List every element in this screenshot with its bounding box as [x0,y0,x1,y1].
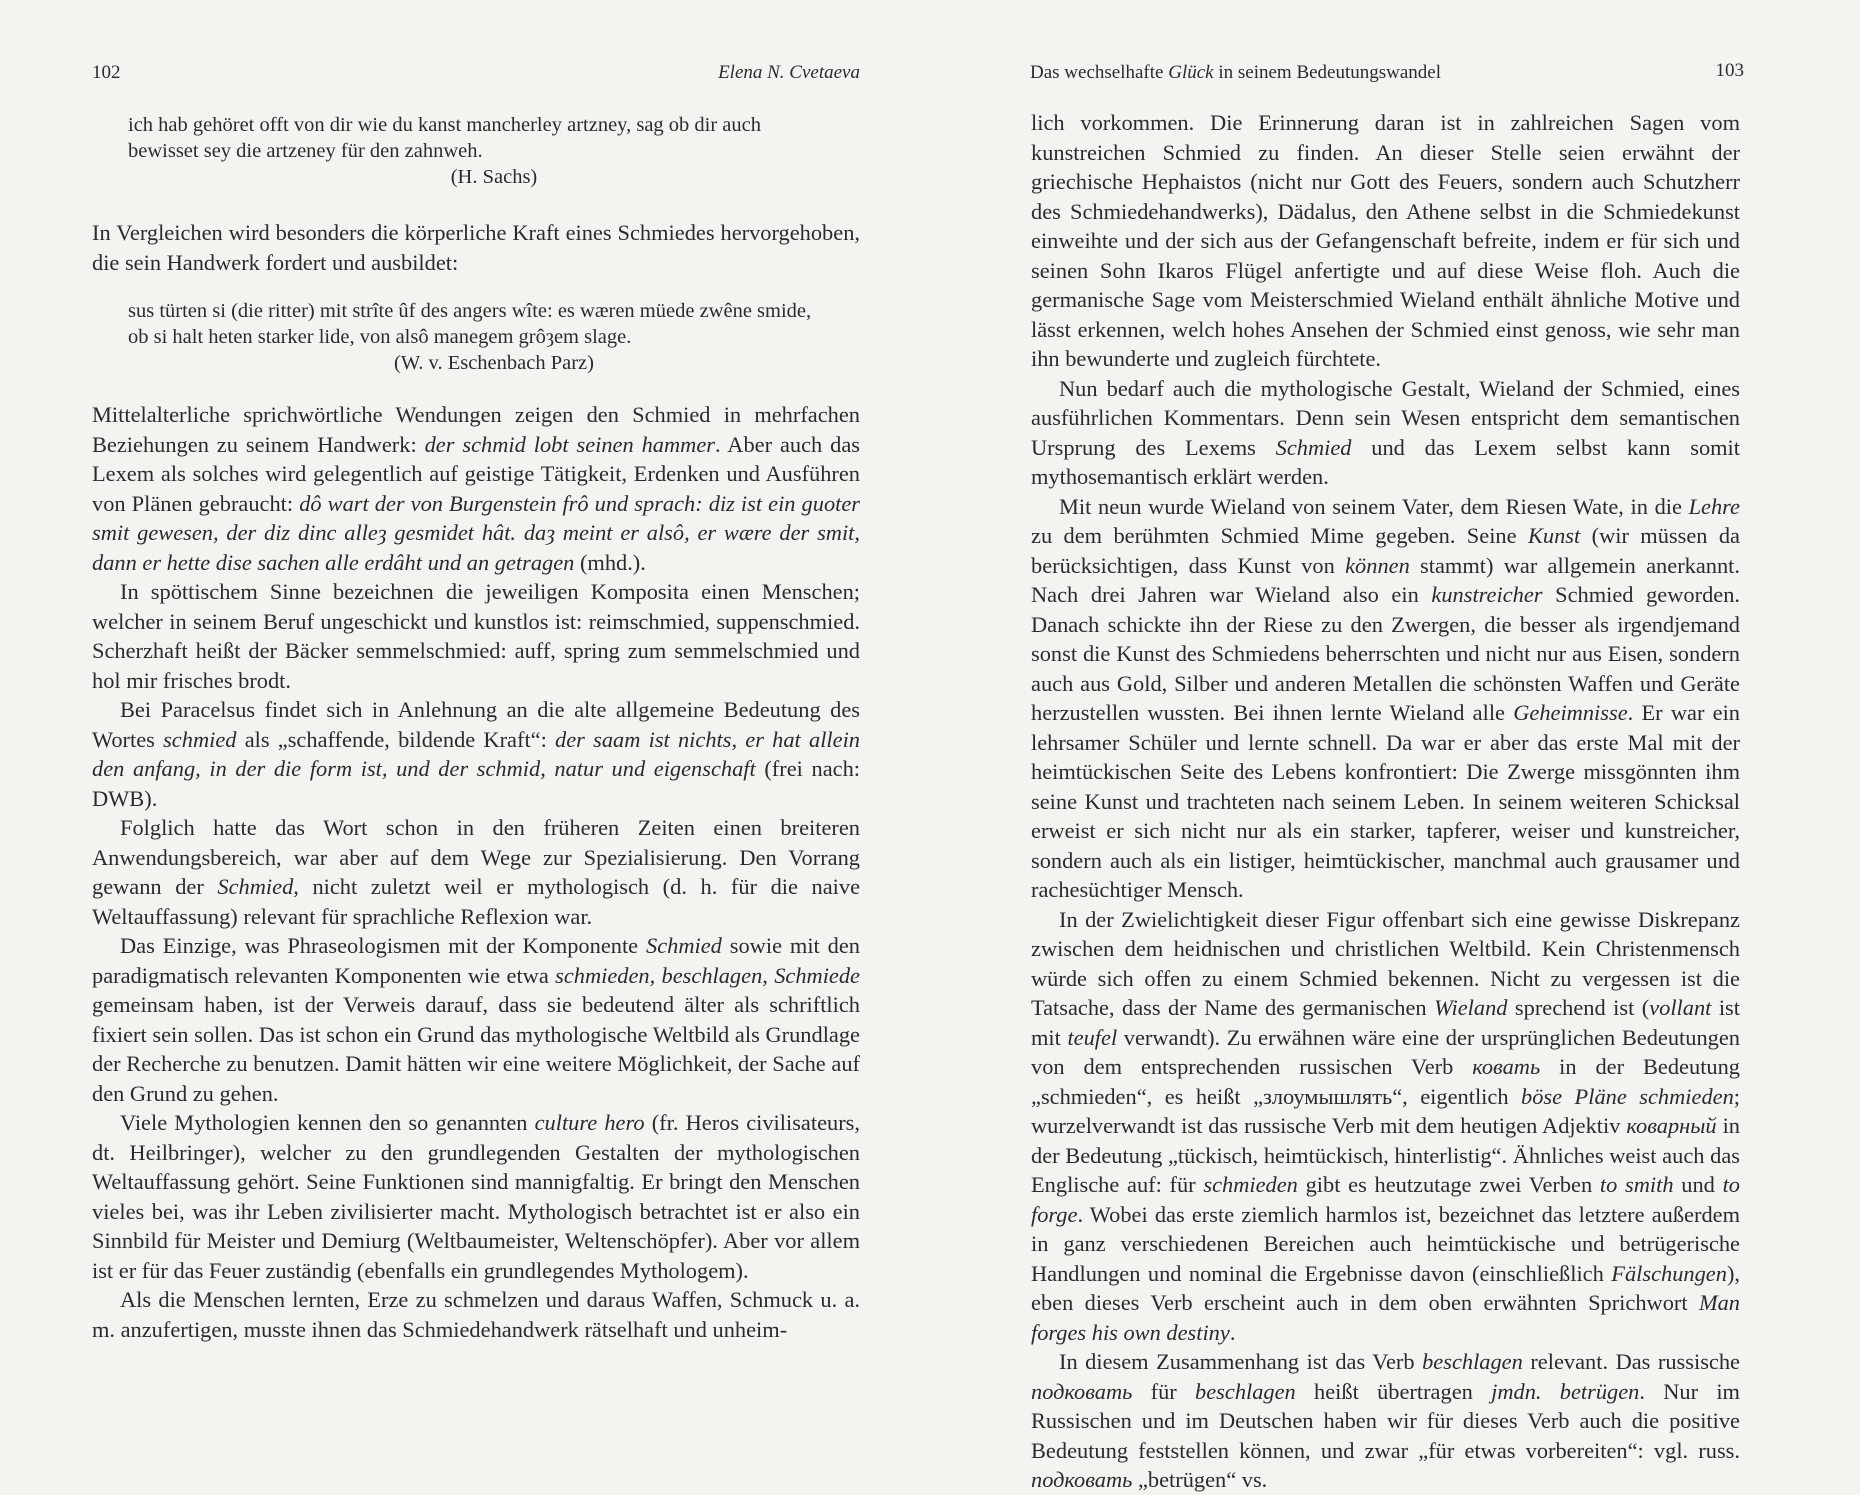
paragraph: In diesem Zusammenhang ist das Verb beschlagen relevant. Das russische подковать für beschlagen heißt übertragen jmdn. betrügen. Nur im Russischen und im Deutschen haben wir für dieses Verb auch die positive Bedeutung feststellen können, und zwar „für etwas vorbereiten“: vgl. russ. подковать „betrügen“ vs. [1031,1349,1740,1492]
paragraph: Mittelalterliche sprichwörtliche Wendungen zeigen den Schmied in mehrfachen Beziehungen zu seinem Handwerk: der schmid lobt seinen hammer. Aber auch das Lexem als solches wird gelegentlich auf geistige Tätigkeit, Erdenken und Ausführen von Plänen gebraucht: dô wart der von Burgenstein frô und sprach: diz ist ein guoter smit gewesen, der diz dinc alleȝ gesmidet hât. daȝ meint er alsô, er wære der smit, dann er hette dise sachen alle erdâht und an getragen (mhd.). [92,402,861,575]
quote-source: (H. Sachs) [450,166,538,188]
running-header-author: Elena N. Cvetaeva [718,62,860,83]
paragraph: Folglich hatte das Wort schon in den früheren Zeiten einen breiteren Anwendungsbereich, war aber auf dem Wege zur Spezialisierung. Den Vorrang gewann der Schmied, nicht zuletzt weil er mythologisch (d. h. für die naive Weltauffassung) relevant für sprachliche Reflexion war. [92,815,861,929]
paragraph: In Vergleichen wird besonders die körperliche Kraft eines Schmiedes hervorgehoben, die sein Handwerk fordert und ausbildet: [92,220,860,275]
page-number: 103 [1715,60,1744,81]
quote-source: (W. v. Eschenbach Parz) [394,352,594,374]
quote-line: ob si halt heten starker lide, von alsô manegem grôȝem slage. [128,325,632,348]
quote-eschenbach [128,299,860,376]
right-page [930,0,1860,1492]
paragraph: Als die Menschen lernten, Erze zu schmelzen und daraus Waffen, Schmuck u. a. m. anzufertigen, musste ihnen das Schmiedehandwerk rätselhaft und unheim- [92,1287,860,1342]
left-page-body [92,113,860,1344]
running-header-title: Das wechselhafte Glück in seinem Bedeutungswandel [1030,62,1442,83]
paragraph: Nun bedarf auch die mythologische Gestalt, Wieland der Schmied, eines ausführlichen Kommentars. Denn sein Wesen entspricht dem semantischen Ursprung des Lexems Schmied und das Lexem selbst kann somit mythosemantisch erklärt werden. [1031,375,1740,489]
left-page [0,0,930,1458]
quote-sachs [128,113,860,190]
paragraph: lich vorkommen. Die Erinnerung daran ist in zahlreichen Sagen vom kunstreichen Schmied zu finden. An dieser Stelle seien erwähnt der griechische Hephaistos (nicht nur Gott des Feuers, sondern auch Schutzherr des Schmiedehandwerks), Dädalus, den Athene selbst in die Schmiedekunst einweihte und der sich aus der Gefangenschaft befreite, indem er für sich und seinen Sohn Ikaros Flügel anfertigte und auf diese Weise floh. Auch die germanische Sage vom Meisterschmied Wieland enthält ähnliche Motive und lässt erkennen, welch hohes Ansehen der Schmied einst genoss, wie sehr man ihn bewunderte und zugleich fürchtete. [1031,110,1740,371]
quote-line: sus türten si (die ritter) mit strîte ûf des angers wîte: es wæren müede zwêne smide, [128,300,812,322]
paragraph: In der Zwielichtigkeit dieser Figur offenbart sich eine gewisse Diskrepanz zwischen dem heidnischen und christlichen Weltbild. Kein Christenmensch würde sich offen zu einem Schmied bekennen. Nicht zu vergessen ist die Tatsache, dass der Name des germanischen Wieland sprechend ist (vollant ist mit teufel verwandt). Zu erwähnen wäre eine der ursprünglichen Bedeutungen von dem entsprechenden russischen Verb ковать in der Bedeutung „schmieden“, es heißt „злоумышлять“, eigentlich böse Pläne schmieden; wurzelverwandt ist das russische Verb mit dem heutigen Adjektiv коварный in der Bedeutung „tückisch, heimtückisch, hinterlistig“. Ähnliches weist auch das Englische auf: für schmieden gibt es heutzutage zwei Verben to smith und to forge. Wobei das erste ziemlich harmlos ist, bezeichnet das letztere außerdem in ganz verschiedenen Bereichen auch heimtückische und betrügerische Handlungen und nominal die Ergebnisse davon (einschließlich Fälschungen), eben dieses Verb erscheint auch in dem oben erwähnten Sprichwort Man forges his own destiny. [1031,906,1741,1345]
paragraph: Das Einzige, was Phraseologismen mit der Komponente Schmied sowie mit den paradigmatisch relevanten Komponenten wie etwa schmieden, beschlagen, Schmiede gemeinsam haben, ist der Verweis darauf, dass sie bedeutend älter als schriftlich fixiert sein sollen. Das ist schon ein Grund das mythologische Weltbild als Grundlage der Recherche zu benutzen. Damit hätten wir eine weitere Möglichkeit, der Sache auf den Grund zu gehen. [92,933,860,1106]
paragraph: Mit neun wurde Wieland von seinem Vater, dem Riesen Wate, in die Lehre zu dem berühmten Schmied Mime gegeben. Seine Kunst (wir müssen da berücksichtigen, dass Kunst von können stammt) war allgemein anerkannt. Nach drei Jahren war Wieland also ein kunstreicher Schmied geworden. Danach schickte ihn der Riese zu den Zwergen, die besser als irgendjemand sonst die Kunst des Schmiedens beherrschten und nicht nur aus Eisen, sondern auch aus Gold, Silber und anderen Metallen die schönsten Waffen und Geräte herzustellen wussten. Bei ihnen lernte Wieland alle Geheimnisse. Er war ein lehrsamer Schüler und lernte schnell. Da war er aber das erste Mal mit der heimtückischen Seite des Lebens konfrontiert: Die Zwerge missgönnten ihm seine Kunst und trachteten nach seinem Leben. In seinem weiteren Schicksal erweist er sich nicht nur als ein starker, tapferer, weiser und kunstreicher, sondern auch als ein listiger, heimtückischer, manchmal auch grausamer und rachesüchtiger Mensch. [1031,493,1740,902]
paragraph: Bei Paracelsus findet sich in Anlehnung an die alte allgemeine Bedeutung des Wortes schmied als „schaffende, bildende Kraft“: der saam ist nichts, er hat allein den anfang, in der die form ist, und der schmid, natur und eigenschaft (frei nach: DWB). [92,697,860,811]
quote-line: bewisset sey die artzeney für den zahnweh. [128,139,483,162]
paragraph: Viele Mythologien kennen den so genannten culture hero (fr. Heros civilisateurs, dt. Heilbringer), welcher zu den grundlegenden Gestalten der mythologischen Weltauffassung gehört. Seine Funktionen sind mannigfaltig. Er bringt den Menschen vieles bei, was ihr Leben zivilisierter macht. Mythologisch betrachtet ist er also ein Sinnbild für Meister und Demiurg (Weltbaumeister, Weltenschöpfer). Aber vor allem ist er für das Feuer zuständig (ebenfalls ein grundlegendes Mythologem). [92,1110,860,1283]
paragraph: In spöttischem Sinne bezeichnen die jeweiligen Komposita einen Menschen; welcher in seinem Beruf ungeschickt und kunstlos ist: reimschmied, suppenschmied. Scherzhaft heißt der Bäcker semmelschmied: auff, spring zum semmelschmied und hol mir frisches brodt. [92,579,860,693]
right-page-body [1031,108,1740,1495]
quote-line: ich hab gehöret offt von dir wie du kanst mancherley artzney, sag ob dir auch [128,114,762,136]
page-number: 102 [92,62,121,83]
